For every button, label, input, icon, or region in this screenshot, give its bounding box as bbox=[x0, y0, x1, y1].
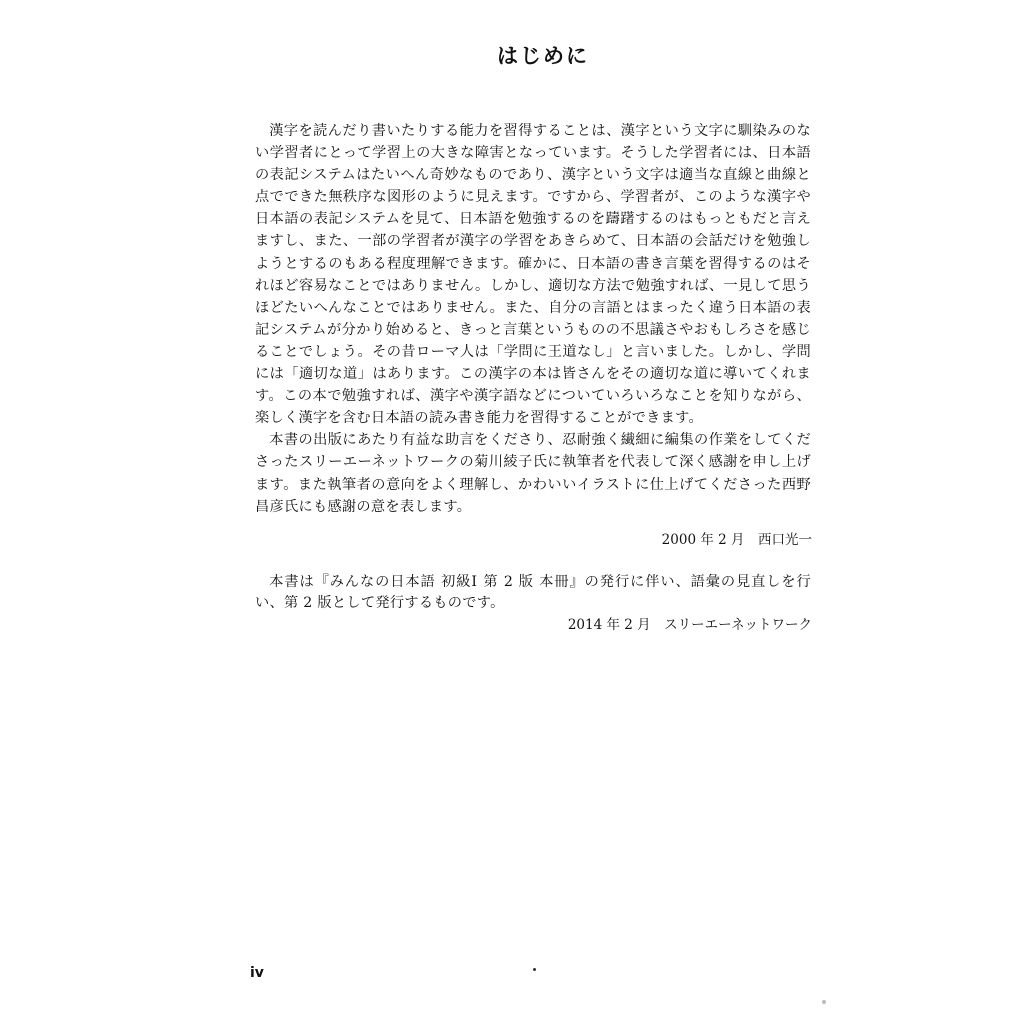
page-number: iv bbox=[250, 965, 264, 981]
scan-speck-corner bbox=[822, 1000, 826, 1004]
publisher-signature: 2014 年 2 月 スリーエーネットワーク bbox=[567, 617, 812, 633]
preface-paragraph-2: 本書の出版にあたり有益な助言をくださり、忍耐強く繊細に編集の作業をしてくださったスリーエーネットワークの菊川綾子氏に執筆者を代表して深く感謝を申し上げます。また執筆者の意向をよく理解し、かわいいイラストに仕上げてくださった西野昌彦氏にも感謝の意を表します。 bbox=[255, 432, 811, 515]
preface-paragraph-1: 漢字を読んだり書いたりする能力を習得することは、漢字という文字に馴染みのない学習者にとって学習上の大きな障害となっています。そうした学習者には、日本語の表記システムはたいへん奇妙なものであり、漢字という文字は適当な直線と曲線と点でできた無秩序な図形のように見えます。ですから、学習者が、このような漢字や日本語の表記システムを見て、日本語を勉強するのを躊躇するのはもっともだと言えますし、また、一部の学習者が漢字の学習をあきらめて、日本語の会話だけを勉強しようとするのもある程度理解できます。確かに、日本語の書き言葉を習得するのはそれほど容易なことではありません。しかし、適切な方法で勉強すれば、一見して思うほどたいへんなことではありません。また、自分の言語とはまったく違う日本語の表記システムが分かり始めると、きっと言葉というものの不思議さやおもしろさを感じることでしょう。その昔ローマ人は「学問に王道なし」と言いました。しかし、学問には「適切な道」はあります。この漢字の本は皆さんをその適切な道に導いてくれます。この本で勉強すれば、漢字や漢字語などについていろいろなことを知りながら、楽しく漢字を含む日本語の読み書き能力を習得することができます。 bbox=[255, 123, 811, 427]
preface-body bbox=[255, 120, 811, 518]
page-title: はじめに bbox=[497, 44, 589, 68]
scan-speck bbox=[533, 968, 536, 971]
author-signature: 2000 年 2 月 西口光一 bbox=[661, 532, 812, 548]
edition-note: 本書は『みんなの日本語 初級Ⅰ 第 2 版 本冊』の発行に伴い、語彙の見直しを行い、第 2 版として発行するものです。 bbox=[255, 574, 811, 611]
